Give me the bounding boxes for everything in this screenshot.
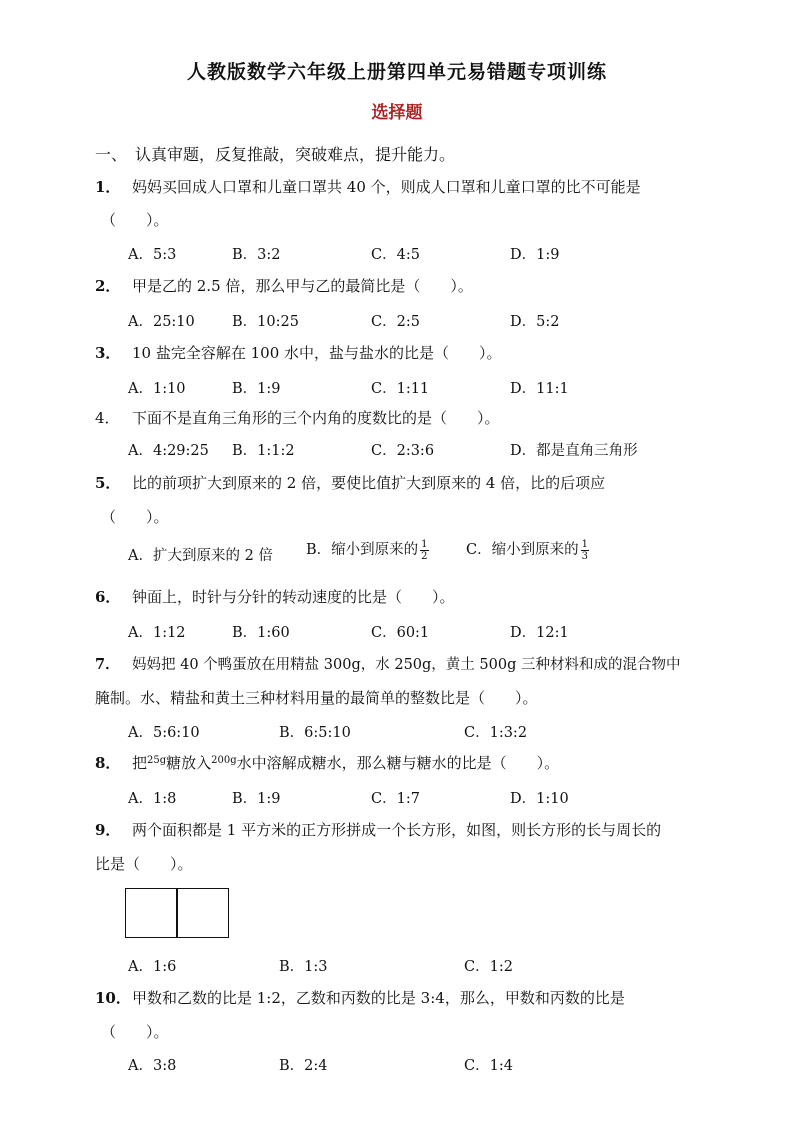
option[interactable]: A．1:10 bbox=[128, 381, 186, 397]
option[interactable]: D．12:1 bbox=[510, 625, 569, 641]
option[interactable]: A．3:8 bbox=[128, 1058, 177, 1074]
option[interactable]: C．1:4 bbox=[464, 1058, 513, 1074]
option[interactable]: B．2:4 bbox=[279, 1058, 328, 1074]
section-heading: 一、 认真审题，反复推敲，突破难点，提升能力。 bbox=[95, 145, 456, 164]
option[interactable]: A．1:12 bbox=[128, 625, 186, 641]
option[interactable]: C．60:1 bbox=[371, 625, 430, 641]
question-text: 比的前项扩大到原来的 2 倍，要使比值扩大到原来的 4 倍，比的后项应 bbox=[132, 474, 606, 492]
question-text: 两个面积都是 1 平方米的正方形拼成一个长方形，如图，则长方形的长与周长的 bbox=[132, 821, 662, 839]
option[interactable]: A．5:3 bbox=[128, 247, 177, 263]
question-6 bbox=[95, 586, 455, 607]
square-divider bbox=[176, 889, 178, 937]
option[interactable]: C．1:2 bbox=[464, 959, 513, 975]
option[interactable]: C．1:7 bbox=[371, 791, 420, 807]
question-1-blank: （ ）。 bbox=[101, 211, 169, 229]
option[interactable]: B．1:1:2 bbox=[232, 443, 295, 459]
question-1 bbox=[95, 176, 641, 197]
question-3 bbox=[95, 342, 502, 363]
rectangle-figure bbox=[125, 888, 229, 938]
option[interactable]: C．1:11 bbox=[371, 381, 430, 397]
option-text: C．缩小到原来的 bbox=[466, 542, 579, 558]
fraction: $\frac{1}{3}$ bbox=[581, 538, 588, 562]
question-5 bbox=[95, 472, 605, 493]
question-number: 9． bbox=[95, 821, 121, 839]
option[interactable]: A．1:8 bbox=[128, 791, 177, 807]
option[interactable]: A．1:6 bbox=[128, 959, 177, 975]
question-5-blank: （ ）。 bbox=[101, 508, 169, 526]
option[interactable]: D．1:9 bbox=[510, 247, 560, 263]
question-8 bbox=[95, 752, 559, 773]
option[interactable]: B．1:9 bbox=[232, 791, 281, 807]
option[interactable]: B．1:9 bbox=[232, 381, 281, 397]
question-10 bbox=[95, 987, 625, 1008]
question-text: 甲数和乙数的比是 1:2，乙数和丙数的比是 3:4，那么，甲数和丙数的比是 bbox=[132, 989, 625, 1007]
option[interactable]: A．5:6:10 bbox=[128, 725, 200, 741]
option[interactable]: D．5:2 bbox=[510, 314, 560, 330]
question-number: 4． bbox=[95, 409, 120, 427]
question-number: 1． bbox=[95, 178, 121, 196]
option[interactable]: C．4:5 bbox=[371, 247, 420, 263]
option[interactable]: C．2:5 bbox=[371, 314, 420, 330]
question-7-cont: 腌制。水、精盐和黄土三种材料用量的最简单的整数比是（ ）。 bbox=[95, 689, 538, 707]
question-text: 钟面上，时针与分针的转动速度的比是（ ）。 bbox=[132, 588, 455, 606]
option[interactable] bbox=[466, 538, 589, 562]
option[interactable]: B．1:3 bbox=[279, 959, 328, 975]
question-text: 妈妈把 40 个鸭蛋放在用精盐 300g，水 250g，黄土 500g 三种材料和成的混合物中 bbox=[132, 657, 681, 673]
option[interactable]: B．1:60 bbox=[232, 625, 290, 641]
question-9 bbox=[95, 819, 661, 840]
page-subtitle: 选择题 bbox=[371, 103, 423, 123]
question-2 bbox=[95, 275, 473, 296]
option[interactable]: B．6:5:10 bbox=[279, 725, 351, 741]
question-text: 甲是乙的 2.5 倍，那么甲与乙的最简比是（ ）。 bbox=[132, 277, 473, 295]
question-text: 10 盐完全容解在 100 水中，盐与盐水的比是（ ）。 bbox=[132, 344, 502, 362]
page-title: 人教版数学六年级上册第四单元易错题专项训练 bbox=[186, 61, 607, 83]
option[interactable]: D．1:10 bbox=[510, 791, 569, 807]
option-text: B．缩小到原来的 bbox=[306, 542, 419, 558]
question-number: 5． bbox=[95, 474, 121, 492]
option[interactable]: D．11:1 bbox=[510, 381, 569, 397]
option[interactable]: B．3:2 bbox=[232, 247, 281, 263]
question-text: 把$^{25g}$糖放入$^{200g}$水中溶解成糖水，那么糖与糖水的比是（ ）。 bbox=[132, 754, 560, 772]
option[interactable] bbox=[306, 538, 429, 562]
option[interactable]: C．1:3:2 bbox=[464, 725, 528, 741]
question-text: 妈妈买回成人口罩和儿童口罩共 40 个，则成人口罩和儿童口罩的比不可能是 bbox=[132, 178, 641, 196]
question-number: 10． bbox=[95, 989, 131, 1007]
fraction: $\frac{1}{2}$ bbox=[421, 538, 428, 562]
option[interactable]: D．都是直角三角形 bbox=[510, 443, 638, 459]
question-number: 6． bbox=[95, 588, 121, 606]
question-4 bbox=[95, 407, 500, 428]
question-number: 8． bbox=[95, 754, 121, 772]
question-number: 3． bbox=[95, 344, 121, 362]
option[interactable]: B．10:25 bbox=[232, 314, 299, 330]
option[interactable]: C．2:3:6 bbox=[371, 443, 435, 459]
option[interactable]: A．4:29:25 bbox=[128, 443, 209, 459]
question-text: 下面不是直角三角形的三个内角的度数比的是（ ）。 bbox=[132, 409, 500, 427]
question-9-cont: 比是（ ）。 bbox=[95, 855, 193, 873]
option[interactable]: A．25:10 bbox=[128, 314, 195, 330]
question-7 bbox=[95, 653, 680, 674]
option[interactable]: A．扩大到原来的 2 倍 bbox=[128, 548, 273, 564]
question-number: 7． bbox=[95, 656, 120, 673]
question-10-blank: （ ）。 bbox=[101, 1023, 169, 1041]
question-number: 2． bbox=[95, 277, 121, 295]
